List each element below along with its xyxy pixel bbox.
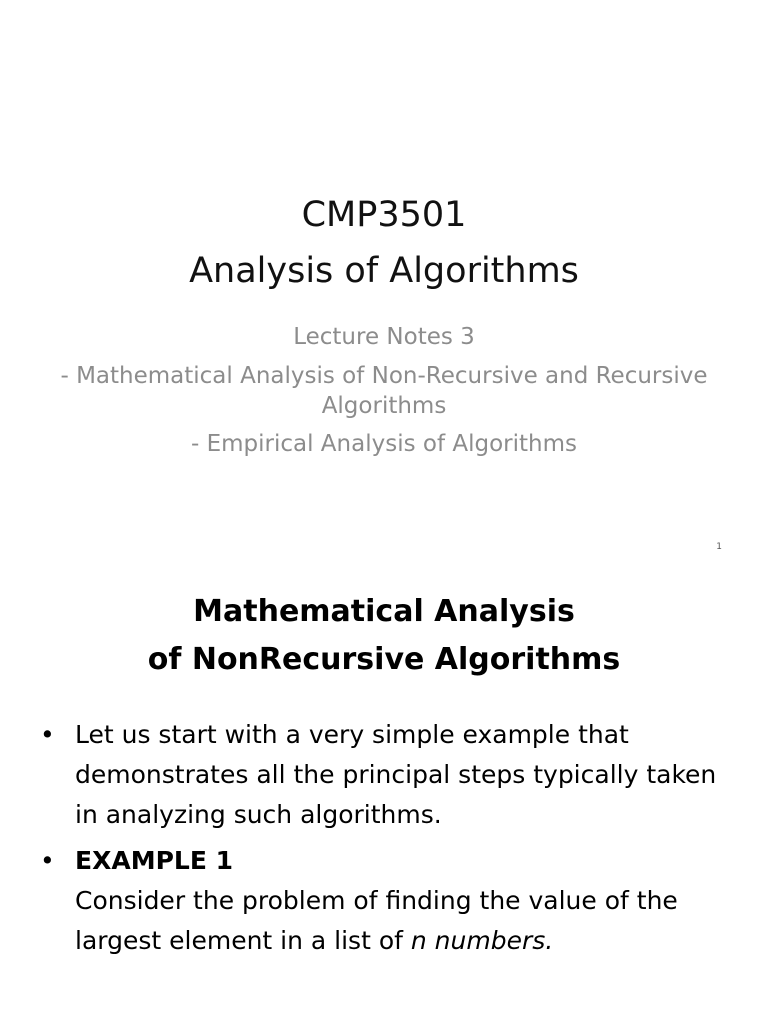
course-name: Analysis of Algorithms <box>189 251 579 291</box>
lecture-notes-label: Lecture Notes 3 <box>293 324 475 350</box>
topic-empirical-analysis: - Empirical Analysis of Algorithms <box>190 431 577 457</box>
slide-title-line-2: of NonRecursive Algorithms <box>147 642 621 677</box>
course-code: CMP3501 <box>301 195 467 235</box>
slide-title-line-1: Mathematical Analysis <box>193 594 575 629</box>
page-number: 1 <box>716 542 722 552</box>
slide-2 <box>0 565 768 1024</box>
bullet-icon: • <box>40 846 55 875</box>
example-text-italic: n numbers. <box>410 926 554 955</box>
topic-mathematical-analysis: - Mathematical Analysis of Non-Recursive and Recursive Algorithms <box>60 363 708 419</box>
bullet-intro <box>40 715 740 835</box>
bullet-list <box>40 715 740 967</box>
example-heading: EXAMPLE 1 <box>75 846 234 875</box>
bullet-example <box>40 841 740 961</box>
example-text: Consider the problem of finding the value of the largest element in a list of <box>75 886 678 955</box>
slide-title <box>0 588 768 684</box>
bullet-intro-text: Let us start with a very simple example that demonstrates all the principal steps typically taken in analyzing such algorithms. <box>75 720 717 829</box>
bullet-icon: • <box>40 720 55 749</box>
